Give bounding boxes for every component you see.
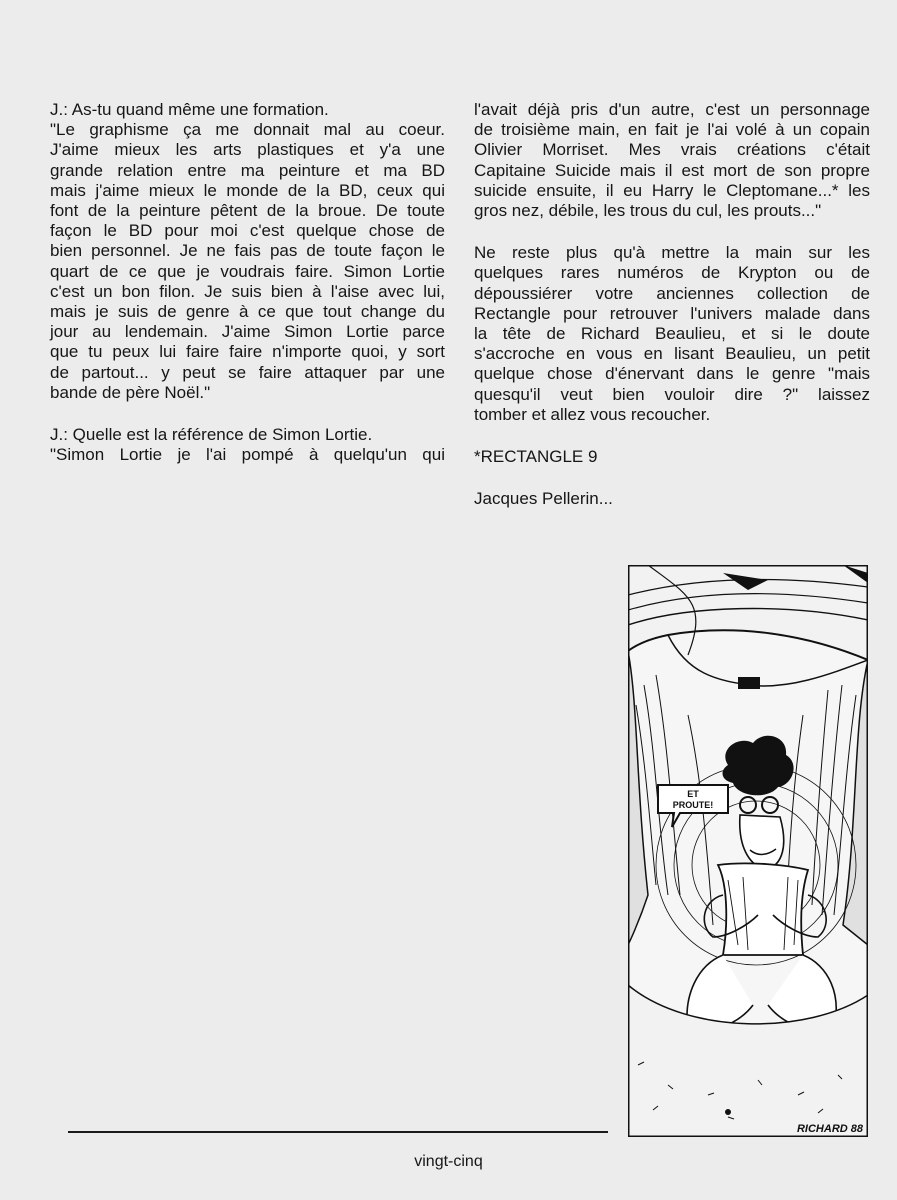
text-line: J'aime mieux les arts plastiques et y'a une [50,140,445,160]
interview-answer-1 [50,100,445,403]
text-line: grande relation entre ma peinture et ma BD [50,160,445,180]
text-line: bien personnel. Je ne fais pas de toute façon le [50,241,445,261]
text-line: dépoussiérer votre anciennes collection de [474,283,870,303]
artist-signature: RICHARD 88 [796,1123,863,1135]
text-line: J.: Quelle est la référence de Simon Lortie. [50,425,373,445]
text-line: quelques rares numéros de Krypton ou de [474,263,870,283]
interview-answer-2-continued [474,100,870,221]
text-line: font de la peinture pêtent de la broue. De toute [50,201,445,221]
footer-rule [68,1131,608,1133]
author-signature: Jacques Pellerin... [474,489,613,509]
interview-answer-2 [50,425,445,465]
text-line: façon le BD pour moi c'est quelque chose de [50,221,445,241]
text-line: mais j'aime mieux le monde de la BD, ceux qui [50,180,445,200]
right-text-column [474,100,870,531]
text-line: c'est un bon filon. Je suis bien à l'aise avec lui, [50,281,445,301]
text-line: Rectangle pour retrouver l'univers malade dans [474,303,870,323]
text-line: tomber et allez vous recoucher. [474,404,711,424]
text-line: quart de ce que je voudrais faire. Simon Lortie [50,261,445,281]
text-line: J.: As-tu quand même une formation. [50,100,329,119]
speech-balloon-text: ET [687,789,699,799]
text-line: quelque chose d'énervant dans le genre "mais [474,364,870,384]
text-line: quesqu'il veut bien vouloir dire ?" laissez [474,384,870,404]
text-line: gros nez, débile, les trous du cul, les prouts..." [474,201,822,221]
speech-balloon-text: PROUTE! [672,800,714,810]
footnote: *RECTANGLE 9 [474,447,598,467]
left-text-column [50,100,445,487]
closing-paragraph [474,243,870,425]
text-line: s'accroche en vous en lisant Beaulieu, un petit [474,344,870,364]
text-line: Capitaine Suicide mais il est mort de son propre [474,160,870,180]
text-line: Olivier Morriset. Mes vrais créations c'était [474,140,870,160]
text-line: "Simon Lortie je l'ai pompé à quelqu'un qui [50,445,445,465]
text-line: de troisième main, en fait je l'ai volé à un copain [474,120,870,140]
text-line: de partout... y peut se faire attaquer par une [50,362,445,382]
text-line: bande de père Noël." [50,382,211,402]
text-line: que tu peux lui faire faire n'importe quoi, y sort [50,342,445,362]
text-line: Ne reste plus qu'à mettre la main sur les [474,243,870,263]
text-line: la tête de Richard Beaulieu, et si le doute [474,324,870,344]
text-line: "Le graphisme ça me donnait mal au coeur. [50,120,445,140]
text-line: suicide ensuite, il eu Harry le Cleptomane...* les [474,180,870,200]
text-line: mais je suis de genre à ce que tout change du [50,302,445,322]
text-line: l'avait déjà pris d'un autre, c'est un personnage [474,100,870,119]
comic-illustration [628,565,868,1137]
page-number: vingt-cinq [414,1153,483,1170]
text-line: jour au lendemain. J'aime Simon Lortie parce [50,322,445,342]
